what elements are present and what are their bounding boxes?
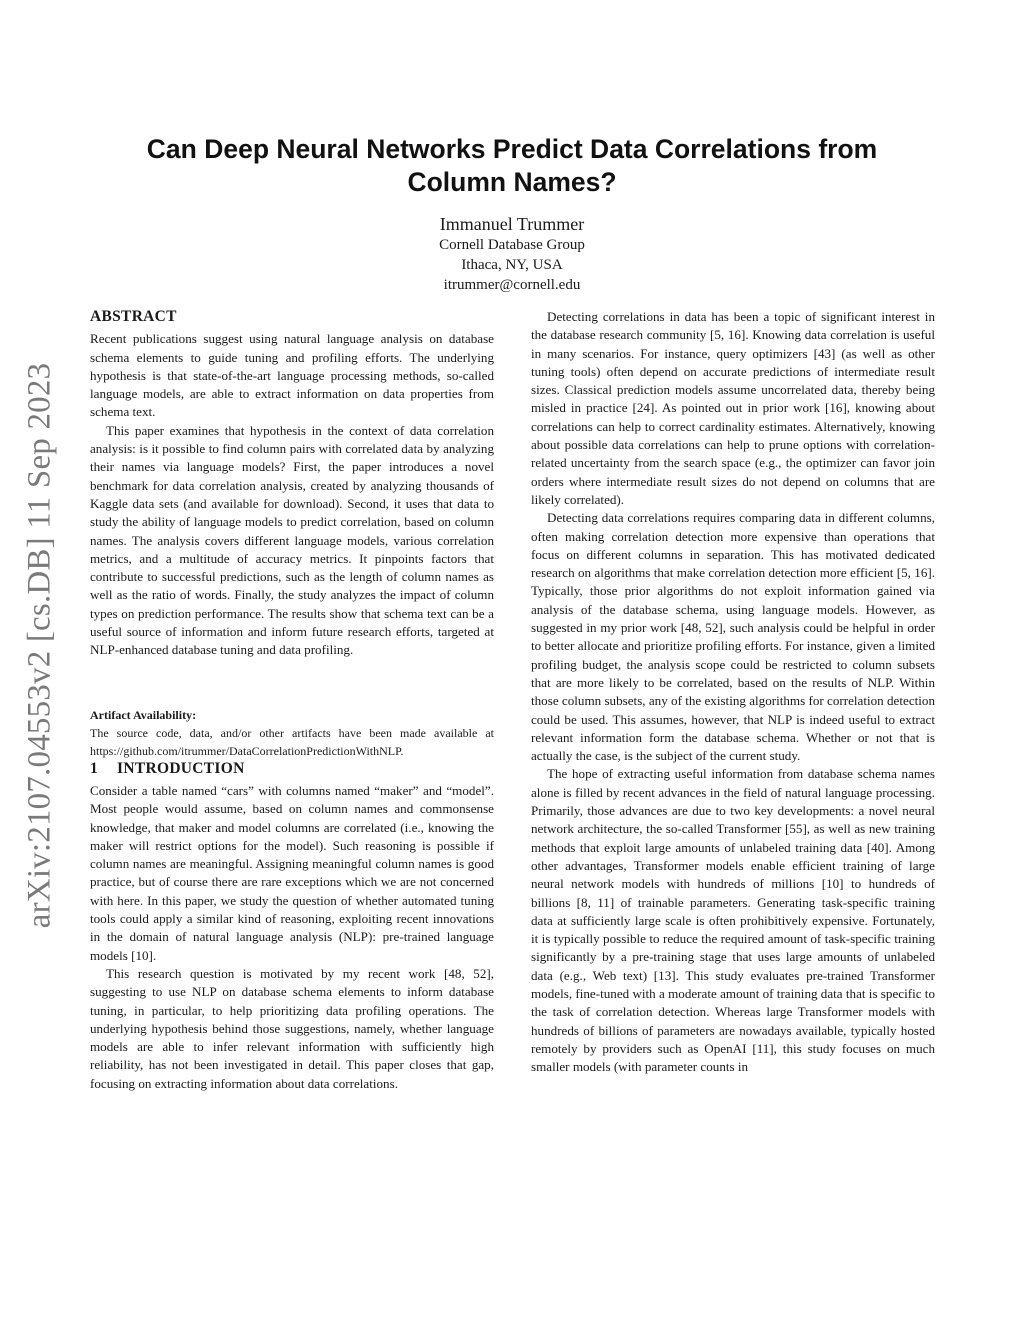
arxiv-identifier — [8, 350, 72, 940]
arxiv-identifier-text: arXiv:2107.04553v2 [cs.DB] 11 Sep 2023 — [21, 362, 58, 928]
left-column — [90, 308, 494, 1093]
abstract-heading: ABSTRACT — [90, 308, 177, 325]
introduction-heading — [90, 760, 494, 778]
body-paragraph: Detecting correlations in data has been a topic of significant interest in the database research community [5, 16]. Knowing data correlation is useful in many scenarios. For instance, query optimizers [43] (as well as other tuning tools) often depend on accurate predictions of intermediate result sizes. Classical prediction models assume uncorrelated data, thereby being misled in practice [24]. As pointed out in prior work [16], knowing about correlations can help to correct cardinality estimates. Alternatively, knowing about possible data correlations can help to prune options with correlation-related uncertainty from the search space (e.g., the optimizer can favor join orders where intermediate result sizes do not depend on columns that are likely correlated). — [531, 309, 935, 507]
section-title: INTRODUCTION — [117, 759, 245, 777]
intro-paragraph: This research question is motivated by my recent work [48, 52], suggesting to use NLP on database schema elements to inform database tuning, in particular, to help prioritizing data profiling operations. The underlying hypothesis behind those suggestions, namely, whether language models are able to infer relevant information with sufficiently high reliability, has not been investigated in detail. This paper closes that gap, focusing on extracting information about data correlations. — [90, 965, 494, 1091]
right-column — [531, 308, 935, 1076]
intro-paragraph: Consider a table named “cars” with columns named “maker” and “model”. Most people would assume, based on column names and commonsense knowledge, that maker and model columns are correlated (i.e., knowing the maker will restrict options for the model). Such reasoning is possible if column names are meaningful. Assigning meaningful column names is good practice, but of course there are rare exceptions which we are not concerned with here. In this paper, we study the question of whether automated tuning tools could apply a similar kind of reasoning, exploiting recent innovations in the domain of natural language analysis (NLP): pre-trained language models [10]. — [90, 782, 494, 963]
body-paragraph: The hope of extracting useful information from database schema names alone is filled by recent advances in the field of natural language processing. Primarily, those advances are due to two key developments: a novel neural network architecture, the so-called Transformer [55], as well as new training methods that exploit large amounts of unlabeled training data [40]. Among other advantages, Transformer models enable efficient training of large neural network models with hundreds of millions [10] to hundreds of billions [8, 11] of trainable parameters. Generating task-specific training data at sufficiently large scale is often prohibitively expensive. Fortunately, it is typically possible to reduce the required amount of task-specific training significantly by a pre-training stage that uses large amounts of unlabeled data (e.g., Web text) [13]. This study evaluates pre-trained Transformer models, fine-tuned with a moderate amount of training data that is specific to the task of correlation detection. Whereas large Transformer models with hundreds of billions of parameters are nowadays available, typically hosted remotely by providers such as OpenAI [11], this study focuses on much smaller models (with parameter counts in — [531, 766, 935, 1075]
abstract-paragraph: Recent publications suggest using natural language analysis on database schema elements to guide tuning and profiling efforts. The underlying hypothesis is that state-of-the-art language processing methods, so-called language models, are able to extract information on data properties from schema text. — [90, 331, 494, 420]
artifact-text: The source code, data, and/or other artifacts have been made available at https://github.com/itrummer/DataCorrelationPredictionWithNLP. — [90, 725, 494, 758]
artifact-heading: Artifact Availability: — [90, 707, 197, 722]
author-location: Ithaca, NY, USA — [461, 257, 563, 273]
abstract-paragraph: This paper examines that hypothesis in the context of data correlation analysis: is it possible to find column pairs with correlated data by analyzing their names via language models? First, the paper introduces a novel benchmark for data correlation analysis, created by analyzing thousands of Kaggle data sets (and available for download). Second, it uses that data to study the ability of language models to predict correlation, based on column names. The analysis covers different language models, various correlation metrics, and a multitude of accuracy metrics. It pinpoints factors that contribute to successful predictions, such as the length of column names as well as the ratio of words. Finally, the study analyzes the impact of column types on prediction performance. The results show that schema text can be a useful source of information and inform future research efforts, targeted at NLP-enhanced database tuning and data profiling. — [90, 422, 494, 658]
artifact-availability — [90, 706, 494, 760]
author-block — [312, 213, 712, 295]
body-paragraph: Detecting data correlations requires comparing data in different columns, often making correlation detection more expensive than operations that focus on different columns in separation. This has motivated dedicated research on algorithms that make correlation detection more efficient [5, 16]. Typically, those prior algorithms do not exploit information gained via analysis of the database schema, using language models. However, as suggested in my prior work [48, 52], such analysis could be helpful in order to better allocate and prioritize profiling efforts. For instance, given a limited profiling budget, the analysis scope could be restricted to column subsets that are more likely to be correlated, based on the results of NLP. Within those column subsets, any of the existing algorithms for correlation detection could be used. This assumes, however, that NLP is indeed useful to extract relevant information form the database schema. Whether or not that is actually the case, is the subject of the current study. — [531, 510, 935, 764]
author-affiliation: Cornell Database Group — [439, 237, 585, 253]
author-email: itrummer@cornell.edu — [443, 277, 581, 293]
section-number: 1 — [90, 759, 99, 777]
paper-title: Can Deep Neural Networks Predict Data Correlations from Column Names? — [146, 134, 878, 197]
author-name: Immanuel Trummer — [439, 214, 585, 234]
